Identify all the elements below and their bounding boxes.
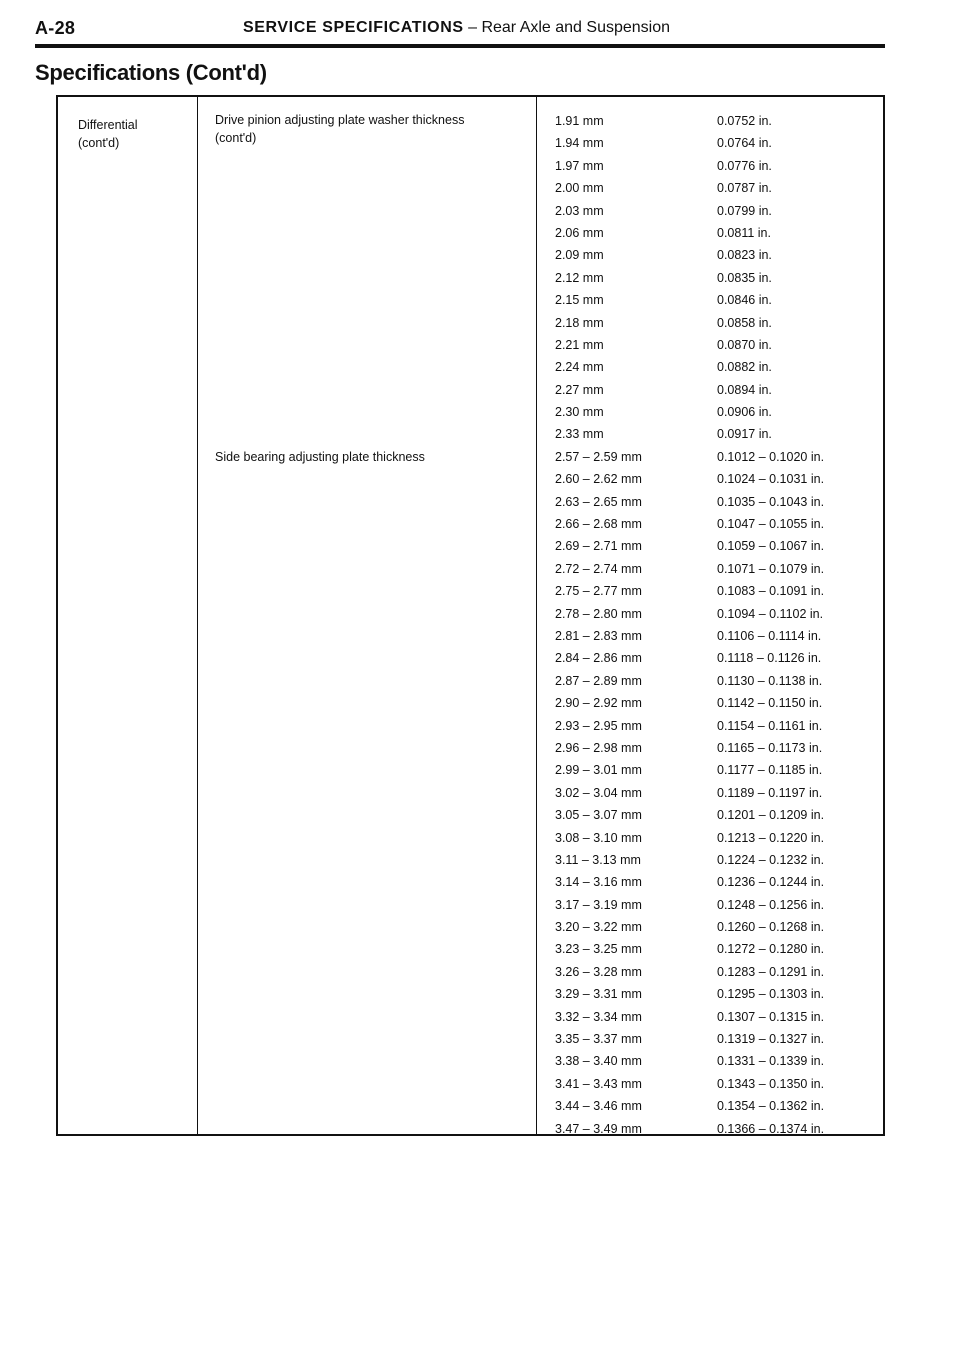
value-mm: 3.32 – 3.34 mm <box>555 1009 642 1024</box>
value-inch: 0.1130 – 0.1138 in. <box>717 673 823 688</box>
table-row <box>536 938 876 960</box>
table-row <box>536 647 876 669</box>
value-mm: 2.63 – 2.65 mm <box>555 494 642 509</box>
spec-table <box>56 95 885 1136</box>
value-mm: 3.05 – 3.07 mm <box>555 808 642 823</box>
table-row <box>536 289 876 311</box>
table-row <box>536 558 876 580</box>
value-inch: 0.1213 – 0.1220 in. <box>717 830 825 845</box>
table-row <box>536 983 876 1005</box>
value-mm: 2.81 – 2.83 mm <box>555 628 642 643</box>
value-mm: 2.84 – 2.86 mm <box>555 651 642 666</box>
value-inch: 0.1118 – 0.1126 in. <box>717 651 822 666</box>
value-mm: 2.09 mm <box>555 248 604 263</box>
table-row <box>536 1118 876 1140</box>
value-inch: 0.0811 in. <box>717 225 771 240</box>
values-column <box>536 110 876 1140</box>
value-mm: 2.99 – 3.01 mm <box>555 763 642 778</box>
value-inch: 0.1177 – 0.1185 in. <box>717 763 823 778</box>
value-inch: 0.1094 – 0.1102 in. <box>717 606 824 621</box>
value-inch: 0.1343 – 0.1350 in. <box>717 1076 825 1091</box>
value-inch: 0.1189 – 0.1197 in. <box>717 785 823 800</box>
value-mm: 3.47 – 3.49 mm <box>555 1121 642 1136</box>
table-row <box>536 513 876 535</box>
table-row <box>536 401 876 423</box>
table-row <box>536 155 876 177</box>
table-row <box>536 222 876 244</box>
value-inch: 0.1307 – 0.1315 in. <box>717 1009 825 1024</box>
category-line: Differential <box>78 118 138 132</box>
section-title: Specifications (Cont'd) <box>35 60 267 85</box>
running-head <box>243 19 670 37</box>
value-mm: 2.75 – 2.77 mm <box>555 584 642 599</box>
value-inch: 0.1165 – 0.1173 in. <box>717 740 823 755</box>
value-inch: 0.1201 – 0.1209 in. <box>717 808 825 823</box>
item-side-bearing: Side bearing adjusting plate thickness <box>215 450 425 464</box>
value-inch: 0.1319 – 0.1327 in. <box>717 1032 825 1047</box>
value-inch: 0.0776 in. <box>717 158 772 173</box>
value-mm: 2.06 mm <box>555 225 604 240</box>
value-mm: 1.91 mm <box>555 114 604 128</box>
item-pinion-plate <box>215 111 464 147</box>
running-head-rest: – Rear Axle and Suspension <box>463 19 671 36</box>
value-mm: 3.38 – 3.40 mm <box>555 1054 642 1069</box>
page-header <box>35 18 885 48</box>
value-mm: 3.20 – 3.22 mm <box>555 920 642 935</box>
value-inch: 0.1059 – 0.1067 in. <box>717 539 825 554</box>
value-mm: 2.33 mm <box>555 427 604 442</box>
table-row <box>536 1095 876 1117</box>
table-row <box>536 1050 876 1072</box>
value-inch: 0.1236 – 0.1244 in. <box>717 875 825 890</box>
table-row <box>536 446 876 468</box>
value-mm: 2.30 mm <box>555 405 604 420</box>
value-mm: 3.08 – 3.10 mm <box>555 830 642 845</box>
value-inch: 0.1142 – 0.1150 in. <box>717 696 823 711</box>
value-inch: 0.0823 in. <box>717 248 772 263</box>
table-row <box>536 1006 876 1028</box>
value-mm: 2.60 – 2.62 mm <box>555 472 642 487</box>
value-mm: 2.21 mm <box>555 337 604 352</box>
value-inch: 0.0764 in. <box>717 136 772 151</box>
value-inch: 0.1224 – 0.1232 in. <box>717 852 825 867</box>
item-line: Drive pinion adjusting plate washer thickness <box>215 113 465 127</box>
value-inch: 0.1071 – 0.1079 in. <box>717 561 825 576</box>
table-row <box>536 267 876 289</box>
table-row <box>536 312 876 334</box>
category-cell <box>78 116 138 152</box>
value-inch: 0.1260 – 0.1268 in. <box>717 920 825 935</box>
table-row <box>536 827 876 849</box>
value-mm: 3.35 – 3.37 mm <box>555 1032 642 1047</box>
table-row <box>536 1028 876 1050</box>
table-row <box>536 625 876 647</box>
value-inch: 0.1083 – 0.1091 in. <box>717 584 825 599</box>
value-mm: 2.69 – 2.71 mm <box>555 539 642 554</box>
table-row <box>536 916 876 938</box>
value-mm: 1.97 mm <box>555 158 604 173</box>
table-row <box>536 356 876 378</box>
value-inch: 0.1331 – 0.1339 in. <box>717 1054 825 1069</box>
table-row <box>536 759 876 781</box>
value-inch: 0.0752 in. <box>717 114 772 128</box>
value-inch: 0.1283 – 0.1291 in. <box>717 964 825 979</box>
item-line: (cont'd) <box>215 131 257 145</box>
table-row <box>536 379 876 401</box>
value-mm: 2.78 – 2.80 mm <box>555 606 642 621</box>
table-row <box>536 715 876 737</box>
value-inch: 0.0846 in. <box>717 293 772 308</box>
value-inch: 0.1354 – 0.1362 in. <box>717 1099 825 1114</box>
value-mm: 2.03 mm <box>555 203 604 218</box>
value-mm: 2.90 – 2.92 mm <box>555 696 642 711</box>
value-inch: 0.1024 – 0.1031 in. <box>717 472 825 487</box>
value-mm: 3.14 – 3.16 mm <box>555 875 642 890</box>
value-mm: 3.11 – 3.13 mm <box>555 852 641 867</box>
value-mm: 2.24 mm <box>555 360 604 375</box>
table-row <box>536 804 876 826</box>
value-inch: 0.1154 – 0.1161 in. <box>717 718 823 733</box>
table-row <box>536 692 876 714</box>
value-mm: 3.29 – 3.31 mm <box>555 987 642 1002</box>
value-mm: 3.41 – 3.43 mm <box>555 1076 642 1091</box>
table-row <box>536 871 876 893</box>
value-mm: 3.26 – 3.28 mm <box>555 964 642 979</box>
table-row <box>536 244 876 266</box>
page-number: A-28 <box>35 18 76 38</box>
value-mm: 3.44 – 3.46 mm <box>555 1099 642 1114</box>
table-row <box>536 580 876 602</box>
value-inch: 0.0787 in. <box>717 181 772 196</box>
value-inch: 0.0917 in. <box>717 427 772 442</box>
value-mm: 3.02 – 3.04 mm <box>555 785 642 800</box>
category-line: (cont'd) <box>78 136 120 150</box>
table-row <box>536 200 876 222</box>
value-inch: 0.1366 – 0.1374 in. <box>717 1121 825 1136</box>
table-row <box>536 177 876 199</box>
table-row <box>536 535 876 557</box>
table-row <box>536 961 876 983</box>
value-mm: 2.12 mm <box>555 270 604 285</box>
value-inch: 0.0906 in. <box>717 405 772 420</box>
table-row <box>536 423 876 445</box>
value-mm: 2.72 – 2.74 mm <box>555 561 642 576</box>
value-mm: 2.96 – 2.98 mm <box>555 740 642 755</box>
value-mm: 2.00 mm <box>555 181 604 196</box>
table-row <box>536 491 876 513</box>
value-inch: 0.0882 in. <box>717 360 772 375</box>
table-row <box>536 737 876 759</box>
table-row <box>536 334 876 356</box>
value-inch: 0.1295 – 0.1303 in. <box>717 987 825 1002</box>
table-row <box>536 894 876 916</box>
value-mm: 2.66 – 2.68 mm <box>555 517 642 532</box>
value-inch: 0.1248 – 0.1256 in. <box>717 897 825 912</box>
value-inch: 0.0799 in. <box>717 203 772 218</box>
running-head-bold: SERVICE SPECIFICATIONS <box>243 19 464 36</box>
value-mm: 2.27 mm <box>555 382 604 397</box>
value-mm: 1.94 mm <box>555 136 604 151</box>
value-mm: 2.87 – 2.89 mm <box>555 673 642 688</box>
value-inch: 0.0870 in. <box>717 337 772 352</box>
value-mm: 2.57 – 2.59 mm <box>555 449 642 464</box>
table-row <box>536 468 876 490</box>
table-row <box>536 849 876 871</box>
value-inch: 0.1106 – 0.1114 in. <box>717 628 822 643</box>
value-mm: 3.23 – 3.25 mm <box>555 942 642 957</box>
value-inch: 0.1272 – 0.1280 in. <box>717 942 825 957</box>
value-inch: 0.1035 – 0.1043 in. <box>717 494 825 509</box>
value-mm: 2.93 – 2.95 mm <box>555 718 642 733</box>
value-inch: 0.0835 in. <box>717 270 772 285</box>
table-row <box>536 670 876 692</box>
value-mm: 3.17 – 3.19 mm <box>555 897 642 912</box>
table-row <box>536 603 876 625</box>
value-mm: 2.18 mm <box>555 315 604 330</box>
value-inch: 0.1047 – 0.1055 in. <box>717 517 825 532</box>
table-row <box>536 782 876 804</box>
value-inch: 0.0894 in. <box>717 382 772 397</box>
value-inch: 0.1012 – 0.1020 in. <box>717 449 825 464</box>
value-inch: 0.0858 in. <box>717 315 772 330</box>
column-divider <box>197 97 198 1134</box>
table-row <box>536 132 876 154</box>
table-row <box>536 1073 876 1095</box>
table-row <box>536 110 876 132</box>
value-mm: 2.15 mm <box>555 293 604 308</box>
